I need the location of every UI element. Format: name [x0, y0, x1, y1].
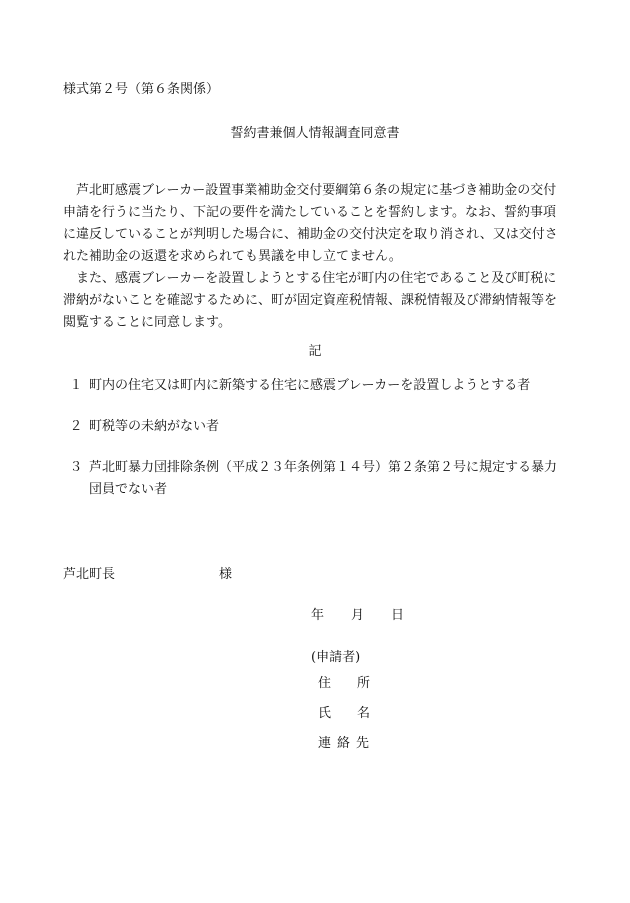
- ki-label: 記: [308, 344, 322, 359]
- applicant-name-label: [318, 702, 370, 721]
- form-number: 様式第２号（第６条関係）: [63, 82, 220, 97]
- label-char: 連: [318, 736, 332, 751]
- applicant-heading: (申請者): [311, 650, 361, 665]
- date-month: 月: [351, 608, 365, 623]
- pledge-paragraph-1: 芦北町感震ブレーカー設置事業補助金交付要綱第６条の規定に基づき補助金の交付申請を行うに当たり、下記の要件を満たしていることを誓約します。なお、誓約事項に違反していることが判明した場合に、補助金の交付決定を取り消され、又は交付された補助金の返還を求められても異議を申し立てません。: [63, 183, 558, 264]
- date-line: [311, 604, 404, 623]
- requirement-item: [63, 457, 568, 501]
- addressee-honorific: 様: [219, 567, 233, 582]
- label-char: 氏: [318, 706, 332, 721]
- label-char: 住: [318, 676, 332, 691]
- pledge-body: [63, 180, 568, 334]
- label-char: 所: [357, 676, 371, 691]
- ki-heading: [0, 340, 630, 359]
- requirement-text: 町税等の未納がない者: [89, 419, 220, 434]
- addressee-name: 芦北町長: [63, 567, 116, 582]
- addressee: [63, 563, 232, 582]
- applicant-contact-label: [318, 732, 369, 751]
- applicant-address-label: [318, 672, 370, 691]
- label-char: 先: [356, 736, 370, 751]
- label-char: 絡: [337, 736, 351, 751]
- requirement-text: 町内の住宅又は町内に新築する住宅に感震ブレーカーを設置しようとする者: [89, 378, 531, 393]
- requirement-number: ３: [69, 460, 83, 475]
- document-title: 誓約書兼個人情報調査同意書: [230, 126, 400, 141]
- label-char: 名: [357, 706, 371, 721]
- requirement-number: １: [69, 378, 83, 393]
- requirement-item: [63, 416, 568, 438]
- date-day: 日: [391, 608, 405, 623]
- pledge-paragraph-2: また、感震ブレーカーを設置しようとする住宅が町内の住宅であること及び町税に滞納がないことを確認するために、町が固定資産税情報、課税情報及び滞納情報等を閲覧することに同意します。: [63, 271, 558, 330]
- requirement-item: [63, 375, 568, 397]
- requirement-number: ２: [69, 419, 83, 434]
- date-year: 年: [311, 608, 325, 623]
- requirement-text: 芦北町暴力団排除条例（平成２３年条例第１４号）第２条第２号に規定する暴力団員でない者: [89, 460, 558, 497]
